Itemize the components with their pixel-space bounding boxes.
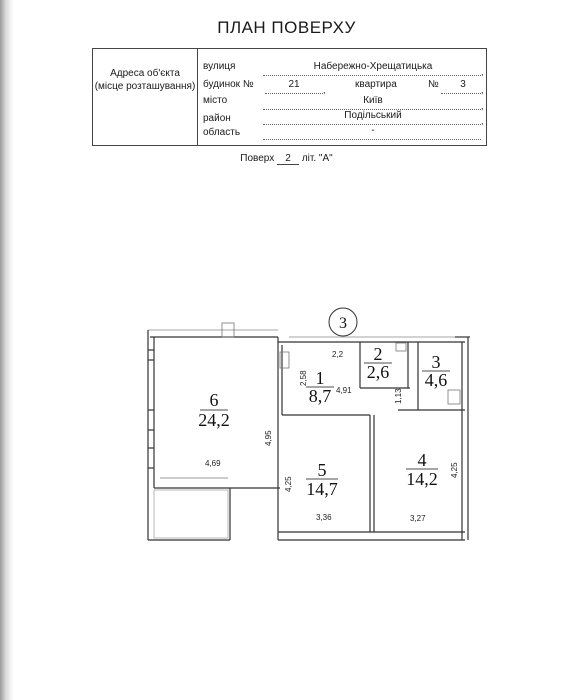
- room-4-number: 4: [417, 450, 427, 470]
- address-caption-line1: Адреса об'єкта: [110, 68, 180, 79]
- apartment-comma: ,: [481, 85, 484, 95]
- page-title: ПЛАН ПОВЕРХУ: [217, 18, 356, 37]
- district-comma: ,: [481, 116, 484, 126]
- room-6-number: 6: [209, 390, 219, 410]
- dim-4-25-right: 4,25: [450, 462, 459, 478]
- address-caption-line2: (місце розташування): [94, 81, 196, 92]
- region-value: -: [371, 125, 375, 136]
- dim-4-25-left: 4,25: [284, 476, 293, 492]
- street-label: вулиця: [203, 61, 236, 72]
- dim-1-13: 1,13: [394, 388, 403, 404]
- building-comma: ,: [323, 85, 326, 95]
- room-1-number: 1: [315, 368, 325, 388]
- city-label: місто: [203, 95, 228, 106]
- building-label: будинок №: [203, 79, 254, 90]
- dim-4-69: 4,69: [205, 459, 221, 468]
- region-label: область: [203, 127, 241, 138]
- city-comma: ,: [481, 101, 484, 111]
- room-6-area: 24,2: [198, 410, 230, 430]
- room-4-area: 14,2: [406, 469, 438, 489]
- dim-4-91: 4,91: [336, 386, 352, 395]
- dim-3-27: 3,27: [410, 514, 426, 523]
- room-3-area: 4,6: [424, 370, 448, 390]
- room-1-area: 8,7: [308, 386, 332, 406]
- dim-2-58: 2,58: [299, 370, 308, 386]
- letter-label: літ.: [301, 153, 317, 164]
- dim-4-95: 4,95: [264, 430, 273, 446]
- apartment-value: 3: [460, 79, 466, 90]
- apartment-circle-label: 3: [339, 315, 347, 332]
- room-3-number: 3: [431, 352, 441, 372]
- apartment-prefix: №: [428, 79, 439, 90]
- room-5-area: 14,7: [306, 479, 338, 499]
- room-5-number: 5: [317, 460, 327, 480]
- room-2-area: 2,6: [366, 362, 390, 382]
- street-value: Набережно-Хрещатицька: [313, 61, 433, 72]
- dim-2-2: 2,2: [332, 350, 344, 359]
- city-value: Київ: [363, 95, 383, 106]
- street-comma: ,: [481, 67, 484, 77]
- room-2-number: 2: [373, 344, 383, 364]
- letter-value: "А": [318, 153, 333, 164]
- floor-value: 2: [277, 153, 299, 165]
- building-value: 21: [288, 79, 300, 90]
- apartment-label: квартира: [355, 79, 397, 90]
- floor-label: Поверх: [240, 153, 275, 164]
- dim-3-36: 3,36: [316, 513, 332, 522]
- plan-walls: [148, 323, 470, 540]
- district-value: Подільський: [344, 110, 402, 121]
- district-label: район: [203, 113, 231, 124]
